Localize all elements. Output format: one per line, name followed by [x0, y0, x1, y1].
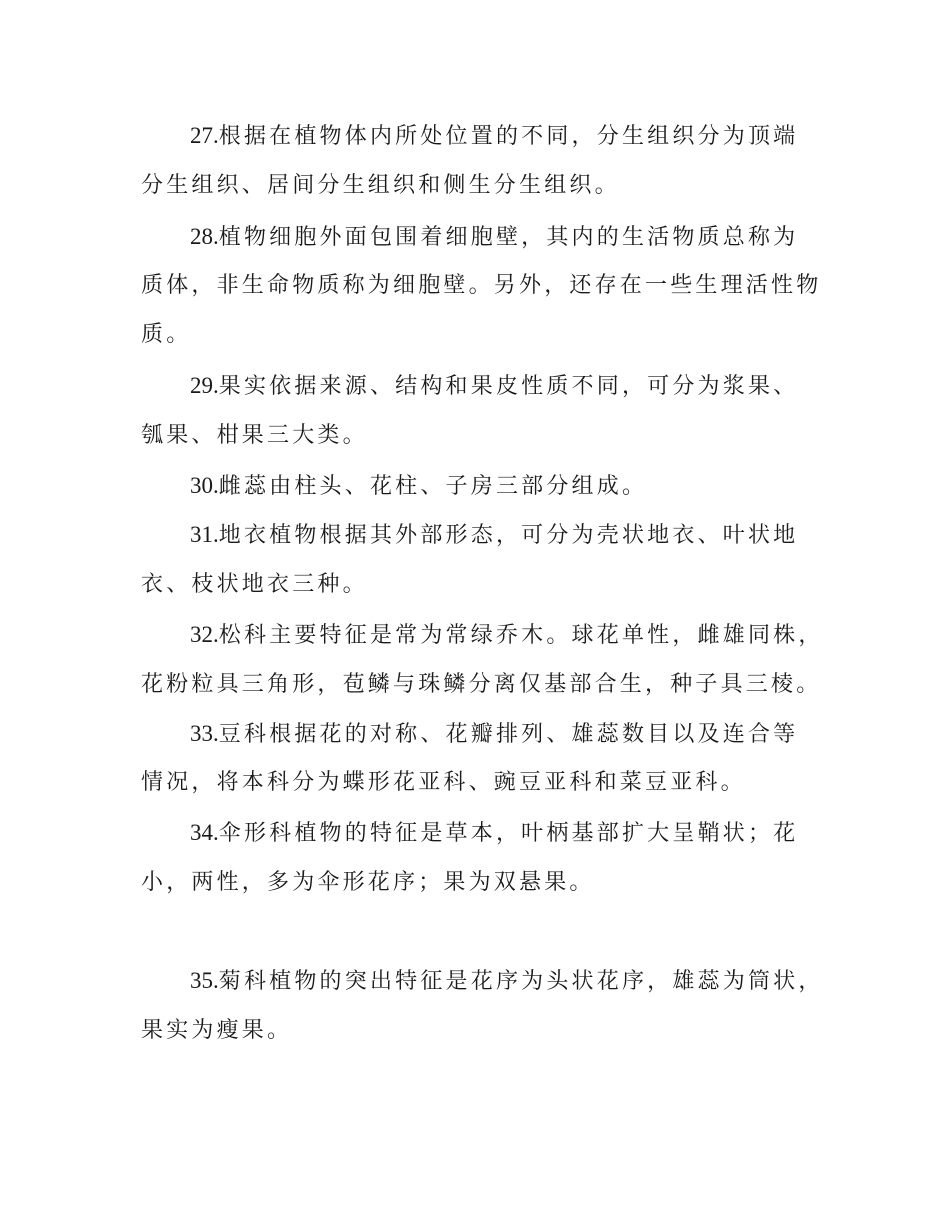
item-32-line-2: 花粉粒具三角形，苞鳞与珠鳞分离仅基部合生，种子具三棱。 [141, 672, 822, 697]
item-text: 豆科根据花的对称、花瓣排列、雄蕊数目以及连合等 [218, 722, 799, 747]
item-27-line-2: 分生组织、居间分生组织和侧生分生组织。 [141, 173, 620, 198]
item-31-line-1 [190, 520, 798, 550]
item-28-line-1 [190, 222, 798, 252]
item-28-line-2: 质体，非生命物质称为细胞壁。另外，还存在一些生理活性物 [141, 273, 822, 298]
item-number: 34. [190, 820, 219, 845]
item-33-line-2: 情况，将本科分为蝶形花亚科、豌豆亚科和菜豆亚科。 [141, 770, 746, 795]
item-31-line-2: 衣、枝状地衣三种。 [141, 572, 368, 597]
item-number: 28. [190, 224, 219, 249]
item-text: 伞形科植物的特征是草本，叶柄基部扩大呈鞘状；花 [218, 821, 799, 846]
item-30-line-1 [190, 471, 647, 501]
item-35-line-2: 果实为瘦果。 [141, 1018, 293, 1043]
item-34-line-2: 小，两性，多为伞形花序；果为双悬果。 [141, 870, 595, 895]
item-number: 29. [190, 373, 219, 398]
item-number: 30. [190, 473, 219, 498]
item-number: 27. [190, 123, 219, 148]
item-text: 地衣植物根据其外部形态，可分为壳状地衣、叶状地 [218, 523, 799, 548]
item-27-line-1 [190, 121, 798, 151]
item-text: 根据在植物体内所处位置的不同，分生组织分为顶端 [218, 124, 799, 149]
item-number: 33. [190, 721, 219, 746]
item-34-line-1 [190, 818, 798, 848]
item-number: 35. [190, 968, 219, 993]
item-text: 雌蕊由柱头、花柱、子房三部分组成。 [218, 474, 648, 499]
item-32-line-1 [190, 620, 824, 650]
item-number: 32. [190, 622, 219, 647]
item-28-line-3: 质。 [141, 322, 192, 347]
item-29-line-1 [190, 371, 798, 401]
item-text: 菊科植物的突出特征是花序为头状花序，雄蕊为筒状， [218, 969, 824, 994]
item-text: 松科主要特征是常为常绿乔木。球花单性，雌雄同株， [218, 623, 824, 648]
item-text: 植物细胞外面包围着细胞壁，其内的生活物质总称为 [218, 225, 799, 250]
item-text: 果实依据来源、结构和果皮性质不同，可分为浆果、 [218, 374, 799, 399]
item-29-line-2: 瓠果、柑果三大类。 [141, 423, 368, 448]
item-33-line-1 [190, 719, 798, 749]
item-number: 31. [190, 522, 219, 547]
item-35-line-1 [190, 966, 824, 996]
